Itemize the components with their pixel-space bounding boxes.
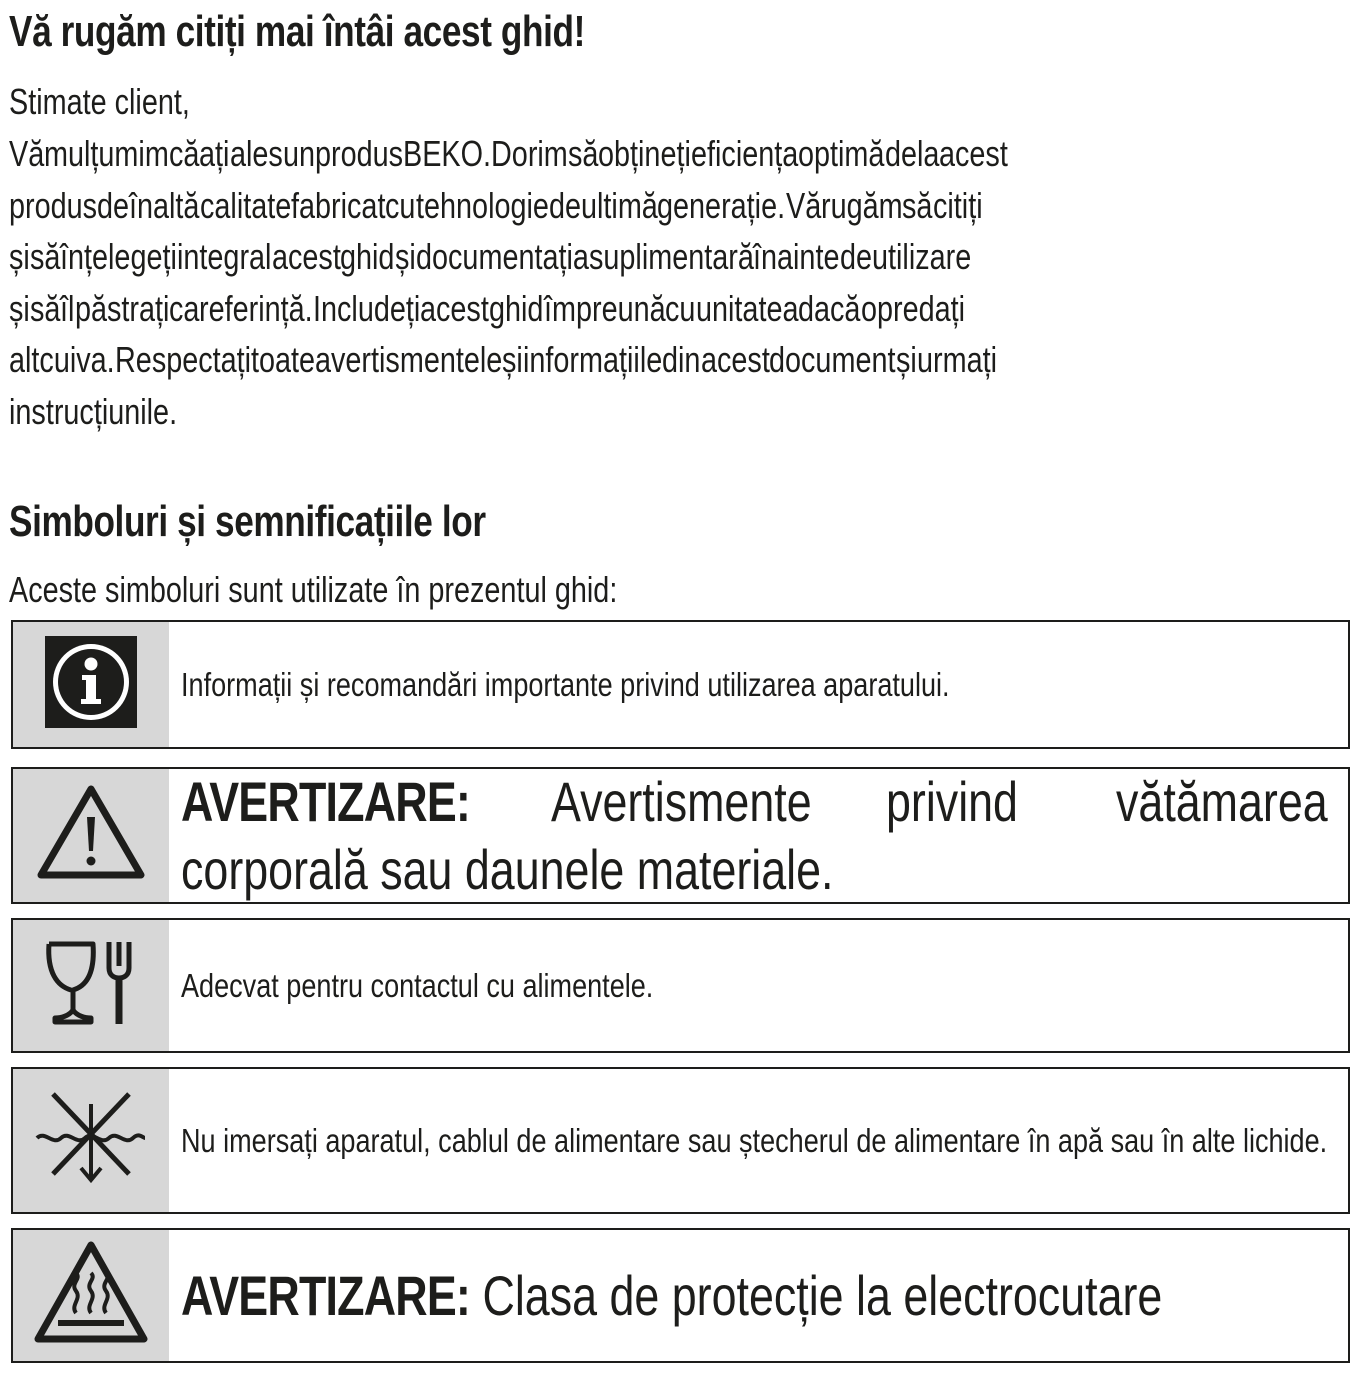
paragraph-word: ghid bbox=[340, 236, 395, 277]
paragraph-word: informațiile bbox=[522, 339, 663, 380]
paragraph-word: și bbox=[502, 339, 523, 380]
paragraph-word: citiți bbox=[932, 184, 983, 226]
paragraph-word: documentația bbox=[415, 236, 589, 277]
paragraph-word: de bbox=[884, 133, 917, 174]
symbol-icon-cell bbox=[13, 1230, 169, 1361]
paragraph-word: optimă bbox=[798, 133, 885, 174]
paragraph-word: și bbox=[895, 339, 917, 380]
symbol-icon-cell bbox=[13, 920, 169, 1051]
paragraph-word: păstrați bbox=[74, 287, 170, 329]
warning-line-2 bbox=[181, 836, 1334, 904]
paragraph-word: împreună bbox=[543, 287, 666, 329]
paragraph-word: rugăm bbox=[820, 184, 903, 226]
paragraph-word: avertismentele bbox=[314, 339, 503, 380]
paragraph-word: eficiența bbox=[690, 133, 799, 174]
paragraph-word: fabricat bbox=[290, 184, 386, 226]
paragraph-word: acest bbox=[700, 339, 770, 380]
paragraph-word: la bbox=[916, 133, 940, 174]
symbol-text-cell bbox=[181, 1069, 1334, 1212]
symbol-text-cell bbox=[181, 769, 1334, 902]
paragraph-word: un bbox=[282, 133, 315, 174]
paragraph-word: și bbox=[9, 287, 30, 329]
warning-text bbox=[181, 768, 1334, 904]
hot-surface-icon bbox=[32, 1239, 150, 1352]
paragraph-word: dacă bbox=[798, 287, 861, 329]
greeting: Stimate client, bbox=[9, 81, 190, 122]
symbol-text-cell bbox=[181, 622, 1334, 747]
paragraph-word: înaltă bbox=[129, 184, 200, 226]
paragraph-line-last bbox=[9, 386, 1354, 438]
paragraph-word: înțelegeți bbox=[60, 236, 178, 277]
paragraph-word: acest bbox=[939, 133, 1008, 174]
paragraph-word: toate bbox=[250, 339, 315, 380]
symbol-row-info bbox=[11, 620, 1350, 749]
paragraph-word: acest bbox=[420, 287, 490, 329]
paragraph-word: predați bbox=[876, 287, 965, 329]
hot-warning-description: Clasa de protecție la electrocutare bbox=[470, 1264, 1163, 1327]
paragraph-word: Dorim bbox=[490, 133, 568, 174]
paragraph-line bbox=[9, 283, 1354, 335]
paragraph-word: să bbox=[902, 184, 933, 226]
warning-word: Avertismente bbox=[550, 769, 812, 833]
info-icon bbox=[45, 636, 137, 733]
symbol-row-warning bbox=[11, 767, 1350, 904]
warning-keyword: AVERTIZARE: bbox=[181, 769, 471, 833]
symbol-text-cell bbox=[181, 1230, 1334, 1361]
paragraph-word: altcuiva. bbox=[9, 339, 115, 380]
paragraph-word: generație. bbox=[657, 184, 786, 226]
symbol-icon-cell bbox=[13, 622, 169, 747]
warning-word: vătămarea bbox=[1115, 769, 1328, 833]
paragraph-word: de bbox=[97, 184, 130, 226]
paragraph-word: Vă bbox=[785, 184, 821, 226]
intro-paragraph bbox=[9, 128, 1354, 437]
paragraph-word: ca bbox=[169, 287, 200, 329]
symbols-intro: Aceste simboluri sunt utilizate în prezentul ghid: bbox=[9, 569, 618, 610]
paragraph-word: obțineți bbox=[598, 133, 691, 174]
symbols-heading: Simboluri și semnificațiile lor bbox=[9, 497, 486, 546]
paragraph-word: ați bbox=[199, 133, 230, 174]
paragraph-word: suplimentară bbox=[588, 236, 754, 277]
paragraph-line bbox=[9, 180, 1354, 232]
paragraph-word: că bbox=[169, 133, 200, 174]
paragraph-word: ultimă bbox=[580, 184, 658, 226]
symbol-description: Informații și recomandări importante privind utilizarea aparatului. bbox=[181, 665, 950, 703]
warning-word: privind bbox=[886, 769, 1019, 833]
paragraph-word: și bbox=[394, 236, 416, 277]
symbol-description: Nu imersați aparatul, cablul de alimentare sau ștecherul de alimentare în apă sau în alte lichide. bbox=[181, 1121, 1328, 1159]
paragraph-word: de bbox=[839, 236, 872, 277]
food-safe-icon bbox=[43, 938, 139, 1033]
paragraph-word: calitate bbox=[199, 184, 291, 226]
paragraph-word: Respectați bbox=[114, 339, 251, 380]
paragraph-last-text: instrucțiunile. bbox=[9, 390, 178, 432]
symbol-row-no-immersion bbox=[11, 1067, 1350, 1214]
paragraph-word: mulțumim bbox=[44, 133, 170, 174]
symbol-text-cell bbox=[181, 920, 1334, 1051]
paragraph-word: și bbox=[9, 236, 30, 277]
paragraph-word: tehnologie bbox=[415, 184, 549, 226]
paragraph-line bbox=[9, 231, 1354, 283]
warning-triangle-icon bbox=[35, 783, 147, 888]
paragraph-word: cu bbox=[385, 184, 416, 226]
paragraph-line bbox=[9, 334, 1354, 386]
warning-line-1 bbox=[181, 768, 1334, 836]
no-immersion-icon bbox=[33, 1088, 149, 1193]
paragraph-word: acest bbox=[271, 236, 341, 277]
warning-line-2-text: corporală sau daunele materiale. bbox=[181, 837, 834, 901]
symbol-icon-cell bbox=[13, 769, 169, 902]
paragraph-word: din bbox=[662, 339, 701, 380]
symbol-row-hot-surface bbox=[11, 1228, 1350, 1363]
paragraph-word: referință. bbox=[199, 287, 314, 329]
paragraph-line bbox=[9, 128, 1354, 180]
symbol-row-food-safe bbox=[11, 918, 1350, 1053]
paragraph-word: BEKO. bbox=[402, 133, 491, 174]
paragraph-word: să bbox=[567, 133, 599, 174]
paragraph-word: ghid bbox=[489, 287, 544, 329]
paragraph-word: produs bbox=[9, 184, 98, 226]
paragraph-word: înainte bbox=[753, 236, 840, 277]
page-title: Vă rugăm citiți mai întâi acest ghid! bbox=[9, 7, 585, 56]
symbol-description: Adecvat pentru contactul cu alimentele. bbox=[181, 966, 654, 1004]
paragraph-word: de bbox=[548, 184, 581, 226]
paragraph-word: să bbox=[29, 236, 61, 277]
paragraph-word: Vă bbox=[9, 133, 45, 174]
paragraph-word: cu bbox=[665, 287, 696, 329]
paragraph-word: Includeți bbox=[313, 287, 421, 329]
symbol-icon-cell bbox=[13, 1069, 169, 1212]
hot-warning-keyword: AVERTIZARE: bbox=[181, 1264, 471, 1327]
paragraph-word: produs bbox=[314, 133, 403, 174]
paragraph-word: unitatea bbox=[695, 287, 799, 329]
paragraph-word: integral bbox=[177, 236, 272, 277]
paragraph-word: o bbox=[860, 287, 877, 329]
paragraph-word: să bbox=[29, 287, 61, 329]
paragraph-word: ales bbox=[229, 133, 283, 174]
paragraph-word: urmați bbox=[916, 339, 997, 380]
paragraph-word: utilizare bbox=[871, 236, 972, 277]
paragraph-word: document bbox=[769, 339, 896, 380]
paragraph-word: îl bbox=[60, 287, 75, 329]
hot-warning-text bbox=[181, 1263, 1162, 1328]
